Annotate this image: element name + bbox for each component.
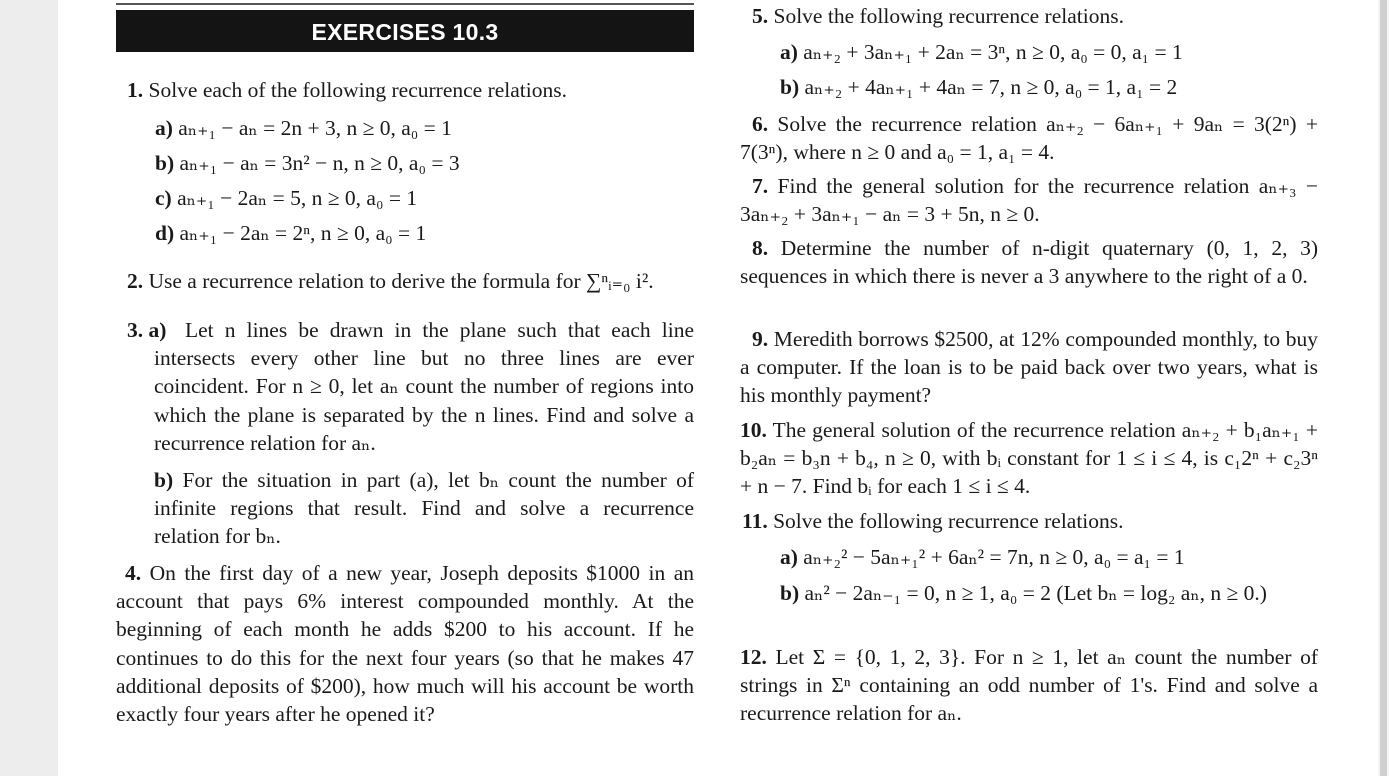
exercise-10-text: The general solution of the recurrence relation aₙ₊₂ + b₁aₙ₊₁ + b₂aₙ = b₃n + b₄, n ≥ 0, with bᵢ constant for 1 ≤ i ≤ 4, is c₁2ⁿ + c₂3ⁿ + n − 7. Find bᵢ for each 1 ≤ i ≤ 4. bbox=[740, 418, 1318, 499]
exercise-11b bbox=[780, 579, 1318, 607]
exercise-12-text: Let Σ = {0, 1, 2, 3}. For n ≥ 1, let aₙ count the number of strings in Σⁿ containing an odd number of 1's. Find and solve a recurrence relation for aₙ. bbox=[740, 645, 1319, 726]
item-label: b) bbox=[780, 581, 800, 605]
item-equation: aₙ₊₁ − 2aₙ = 5, n ≥ 0, a₀ = 1 bbox=[177, 186, 418, 210]
exercise-3a-text: Let n lines be drawn in the plane such that each line intersects every other line but no three lines are ever coincident. For n ≥ 0, let aₙ count the number of regions into which the plane is separated by the n lines. Find and solve a recurrence relation for aₙ. bbox=[154, 318, 694, 455]
item-label: c) bbox=[155, 186, 172, 210]
exercise-9-number: 9. bbox=[752, 327, 769, 351]
exercise-8 bbox=[740, 234, 1318, 290]
exercise-1b bbox=[155, 149, 460, 177]
exercise-8-number: 8. bbox=[752, 236, 769, 260]
exercise-11-number: 11. bbox=[742, 509, 768, 533]
exercise-2-number: 2. bbox=[127, 269, 144, 293]
exercise-9-text: Meredith borrows $2500, at 12% compounded monthly, to buy a computer. If the loan is to be paid back over two years, what is his monthly payment? bbox=[740, 327, 1318, 408]
exercise-3-number: 3. bbox=[127, 318, 144, 342]
exercise-4 bbox=[116, 559, 694, 728]
exercise-3a-label: a) bbox=[148, 318, 167, 342]
section-title: EXERCISES 10.3 bbox=[116, 10, 694, 52]
exercise-6-number: 6. bbox=[752, 112, 769, 136]
exercise-5 bbox=[752, 2, 1124, 30]
exercise-2 bbox=[127, 267, 654, 295]
exercise-6 bbox=[740, 110, 1318, 166]
exercise-3b-label: b) bbox=[154, 468, 174, 492]
item-equation: aₙ₊₂ + 4aₙ₊₁ + 4aₙ = 7, n ≥ 0, a₀ = 1, a₁ = 2 bbox=[804, 75, 1178, 99]
exercise-8-text: Determine the number of n-digit quaternary (0, 1, 2, 3) sequences in which there is never a 3 anywhere to the right of a 0. bbox=[740, 236, 1319, 289]
item-label: a) bbox=[780, 545, 798, 569]
exercise-9 bbox=[740, 325, 1318, 410]
exercise-11a bbox=[780, 543, 1185, 571]
exercise-12 bbox=[740, 643, 1318, 728]
item-label: b) bbox=[155, 151, 175, 175]
scrollbar[interactable] bbox=[1378, 0, 1389, 776]
exercise-6-text: Solve the recurrence relation aₙ₊₂ − 6aₙ₊₁ + 9aₙ = 3(2ⁿ) + 7(3ⁿ), where n ≥ 0 and a₀ = 1, a₁ = 4. bbox=[740, 112, 1318, 165]
exercise-3b-text: For the situation in part (a), let bₙ count the number of infinite regions that result. Find and solve a recurrence relation for bₙ. bbox=[154, 468, 695, 549]
exercise-11 bbox=[742, 507, 1124, 535]
exercise-5-number: 5. bbox=[752, 4, 769, 28]
exercise-7-text: Find the general solution for the recurrence relation aₙ₊₃ − 3aₙ₊₂ + 3aₙ₊₁ − aₙ = 3 + 5n, n ≥ 0. bbox=[740, 174, 1318, 227]
exercise-5a bbox=[780, 38, 1183, 66]
item-label: a) bbox=[155, 116, 173, 140]
exercise-5b bbox=[780, 73, 1177, 101]
exercise-1c bbox=[155, 184, 417, 212]
item-equation: aₙ₊₁ − 2aₙ = 2ⁿ, n ≥ 0, a₀ = 1 bbox=[179, 221, 427, 245]
item-equation: aₙ² − 2aₙ₋₁ = 0, n ≥ 1, a₀ = 2 (Let bₙ = log₂ aₙ, n ≥ 0.) bbox=[804, 581, 1267, 605]
exercise-4-text: On the first day of a new year, Joseph deposits $1000 in an account that pays 6% interest compounded monthly. At the beginning of each month he adds $200 to his account. If he continues to do this for the next four years (so that he makes 47 additional deposits of $200), how much will his account be worth exactly four years after he opened it? bbox=[116, 561, 695, 727]
scrollbar-thumb[interactable] bbox=[1380, 0, 1387, 776]
exercise-1a bbox=[155, 114, 452, 142]
item-equation: aₙ₊₁ − aₙ = 3n² − n, n ≥ 0, a₀ = 3 bbox=[179, 151, 460, 175]
exercise-12-number: 12. bbox=[740, 645, 767, 669]
header-rule bbox=[116, 3, 694, 5]
exercise-10-number: 10. bbox=[740, 418, 767, 442]
item-label: b) bbox=[780, 75, 800, 99]
item-equation: aₙ₊₂² − 5aₙ₊₁² + 6aₙ² = 7n, n ≥ 0, a₀ = a₁ = 1 bbox=[803, 545, 1185, 569]
exercise-7-number: 7. bbox=[752, 174, 769, 198]
exercise-1d bbox=[155, 219, 426, 247]
item-equation: aₙ₊₂ + 3aₙ₊₁ + 2aₙ = 3ⁿ, n ≥ 0, a₀ = 0, a₁ = 1 bbox=[803, 40, 1183, 64]
exercise-4-number: 4. bbox=[125, 561, 142, 585]
exercise-1-prompt: Solve each of the following recurrence relations. bbox=[148, 78, 567, 102]
exercise-10 bbox=[740, 416, 1318, 501]
item-label: d) bbox=[155, 221, 175, 245]
exercise-1 bbox=[127, 76, 567, 104]
item-equation: aₙ₊₁ − aₙ = 2n + 3, n ≥ 0, a₀ = 1 bbox=[178, 116, 452, 140]
exercise-5-prompt: Solve the following recurrence relations. bbox=[773, 4, 1124, 28]
exercise-11-prompt: Solve the following recurrence relations. bbox=[773, 509, 1124, 533]
item-label: a) bbox=[780, 40, 798, 64]
exercise-3b bbox=[154, 466, 694, 551]
exercise-7 bbox=[740, 172, 1318, 228]
exercise-2-text: Use a recurrence relation to derive the formula for ∑ⁿᵢ₌₀ i². bbox=[148, 269, 654, 293]
exercise-1-number: 1. bbox=[127, 78, 144, 102]
